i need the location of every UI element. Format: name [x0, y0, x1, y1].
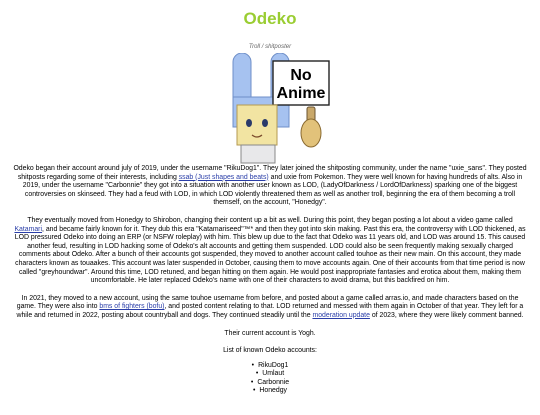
paragraph-history-2019: [12, 165, 528, 208]
avatar-hand: [301, 119, 321, 147]
avatar-drawing: [223, 53, 333, 165]
page-title: Odeko: [243, 9, 297, 28]
page-subtitle: Troll / shitposter: [248, 44, 292, 50]
accounts-list-title: List of known Odeko accounts:: [223, 347, 317, 355]
paragraph-text: In 2021, they moved to a new account, using the same touhoe username from before, and posted about a game called arras.io, and made characters based on the game. They were also into: [16, 294, 519, 311]
page: [0, 10, 540, 396]
paragraph-text: , and became fairly known for it. They dub this era "Katamariseed"™* and then they got into skin making. Past this era, the controversy with LOD thickened, as LOD pressured Odeko into doing an ERP (or NSFW roleplay) with him. This blew up due to the fact that Odeko was 11 years old, and LOD was around 15. This caused another feud, resulting in LOD hacking some of Odeko's alt accounts and getting them suspended. LOD could also be seen frequently making sexually charged comments about Odeko. After a bunch of their accounts got suspended, they moved to another account called touhoe as their new main. On this account, they made characters known as touaakes. This account was later suspended in October, causing them to move accounts again. One of their accounts from that time period is now called "greyhoundwar". Around this time, LOD retuned, and began hitting on them again. He would post inappropriate fantasies and erotica about them, making them uncomfortable. He later replaced Odeko's name with one of their characters to avoid drama, but this backfired on him.: [14, 225, 526, 285]
list-item: • Carbonnie: [12, 379, 528, 388]
paragraph-history-2021: [12, 295, 528, 321]
list-item: • RikuDog1: [12, 362, 528, 371]
avatar-face: [237, 105, 277, 145]
link-moderation-update[interactable]: moderation update: [312, 311, 370, 319]
accounts-list: [12, 362, 528, 396]
list-item: • Umlaut: [12, 370, 528, 379]
link-bofu[interactable]: bms of fighters (bofu): [99, 303, 165, 311]
paragraph-text: of 2023, where they were likely comment banned.: [369, 311, 524, 319]
sign-text-line1: No: [290, 67, 312, 84]
avatar-body: [241, 145, 275, 163]
paragraph-text: Odeko began their account around july of 2019, under the username "RikuDog1". They later joined the shitposting community, under the name "uxie_sans". They posted shitposts regarding some of their interests, including: [13, 165, 527, 181]
paragraph-history-shirobon: [12, 217, 528, 286]
link-ssab[interactable]: ssab (Just shapes and beats): [178, 173, 269, 181]
article-body: [0, 165, 540, 396]
list-item: • Honedgy: [12, 387, 528, 396]
paragraph-text: They eventually moved from Honedgy to Shirobon, changing their content up a bit as well. During this point, they began posting a lot about a video game called: [27, 216, 513, 224]
sign-text-line2: Anime: [276, 85, 326, 102]
paragraph-text: , and posted content relating to that. LOD returned and messed with them again in October of that year. They left for a while and returned in 2022, posting about countryball and dogs. They continued steadily until the: [16, 303, 524, 319]
paragraph-text: and uxie from Pokemon. They were well known for having hundreds of alts. Also in 2019, under the username "Carbonnie" they got into a situation with another user known as LOD, (LadyOfDarkness / LordOfDarkness) sparking one of the biggest controversies on skinseed. They had a feud with LOD, in which LOD violently threatened them as well as another troll, beginning the era of them becoming a troll themself, on the account, "Honedgy".: [22, 173, 523, 207]
paragraph-current-account: Their current account is Yogh.: [224, 329, 316, 337]
odeko-avatar-image: [223, 53, 333, 165]
link-katamari[interactable]: Katamari: [14, 225, 43, 233]
